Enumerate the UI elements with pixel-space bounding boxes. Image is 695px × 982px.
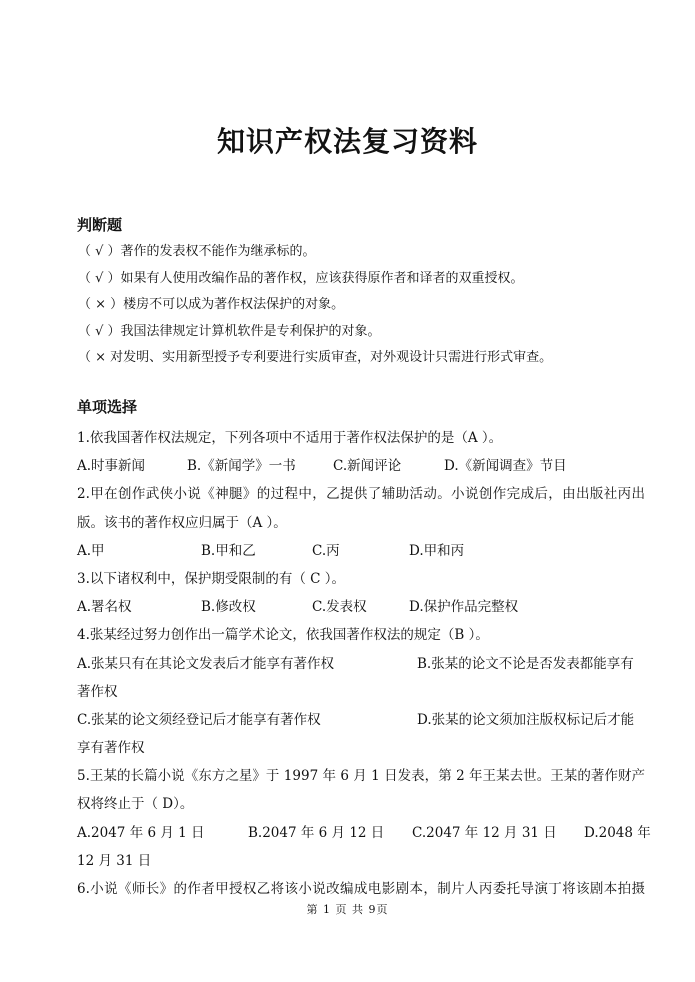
page-footer: 第 1 页 共 9页 xyxy=(306,903,389,916)
question-4-stem: 4.张某经过努力创作出一篇学术论文，依我国著作权法的规定（B ）。 xyxy=(77,627,489,644)
question-2-stem-line-1: 2.甲在创作武侠小说《神腿》的过程中，乙提供了辅助活动。小说创作完成后，由出版社丙出 xyxy=(77,486,645,503)
question-1-option-d: D.《新闻调查》节目 xyxy=(444,458,567,475)
question-1-stem: 1.依我国著作权法规定，下列各项中不适用于著作权法保护的是（A ）。 xyxy=(77,430,503,446)
question-3-option-b: B.修改权 xyxy=(201,599,256,616)
true-false-item: （ × 对发明、实用新型授予专利要进行实质审查，对外观设计只需进行形式审查。 xyxy=(78,350,553,365)
question-5-stem-line-2: 权将终止于（ D）。 xyxy=(77,796,194,813)
question-1-option-b: B.《新闻学》一书 xyxy=(187,458,296,475)
question-2-option-d: D.甲和丙 xyxy=(409,542,465,559)
question-5-stem-line-1: 5.王某的长篇小说《东方之星》于 1997 年 6 月 1 日发表，第 2 年王某去世。王某的著作财产 xyxy=(77,768,645,785)
question-2-options xyxy=(77,537,645,565)
question-4-option-d-continued: 享有著作权 xyxy=(77,740,145,757)
question-1-option-c: C.新闻评论 xyxy=(333,458,402,475)
question-5-option-c: C.2047 年 12 月 31 日 xyxy=(412,824,557,841)
question-5-option-d-continued: 12 月 31 日 xyxy=(77,852,152,869)
question-3-option-d: D.保护作品完整权 xyxy=(409,599,519,616)
question-6-stem-line-1: 6.小说《师长》的作者甲授权乙将该小说改编成电影剧本，制片人丙委托导演丁将该剧本拍摄 xyxy=(77,881,645,897)
question-4-options-cd xyxy=(77,706,645,734)
question-3-option-a: A.署名权 xyxy=(77,599,132,616)
question-4-options-ab xyxy=(77,650,645,678)
question-5-option-b: B.2047 年 6 月 12 日 xyxy=(248,824,385,841)
document-title: 知识产权法复习资料 xyxy=(216,125,478,158)
true-false-list xyxy=(78,239,658,372)
true-false-heading: 判断题 xyxy=(77,216,123,234)
true-false-item: （ √ ）如果有人使用改编作品的著作权，应该获得原作者和译者的双重授权。 xyxy=(78,270,524,286)
question-5-options xyxy=(77,819,651,847)
true-false-item: （ × ）楼房不可以成为著作权法保护的对象。 xyxy=(78,297,345,312)
question-5-option-d: D.2048 年 xyxy=(584,824,651,841)
question-1-options xyxy=(77,452,645,480)
question-4-option-b: B.张某的论文不论是否发表都能享有 xyxy=(417,655,634,672)
question-2-option-b: B.甲和乙 xyxy=(201,542,256,559)
true-false-item: （ √ ）著作的发表权不能作为继承标的。 xyxy=(78,244,316,259)
question-2-option-c: C.丙 xyxy=(312,542,340,559)
question-1-option-a: A.时事新闻 xyxy=(77,458,146,475)
single-choice-heading: 单项选择 xyxy=(77,398,138,416)
question-3-options xyxy=(77,593,645,621)
question-4-option-c: C.张某的论文须经登记后才能享有著作权 xyxy=(77,711,321,728)
question-4-option-b-continued: 著作权 xyxy=(77,683,118,700)
question-2-option-a: A.甲 xyxy=(77,542,105,559)
question-3-stem: 3.以下诸权利中，保护期受限制的有（ C ）。 xyxy=(77,570,346,587)
single-choice-questions xyxy=(77,424,651,903)
question-2-stem-line-2: 版。该书的著作权应归属于（A ）。 xyxy=(77,514,287,531)
true-false-item: （ √ ）我国法律规定计算机软件是专利保护的对象。 xyxy=(78,323,381,339)
question-5-option-a: A.2047 年 6 月 1 日 xyxy=(77,824,205,841)
question-3-option-c: C.发表权 xyxy=(312,599,367,616)
question-4-option-a: A.张某只有在其论文发表后才能享有著作权 xyxy=(77,655,335,672)
question-4-option-d: D.张某的论文须加注版权标记后才能 xyxy=(417,711,635,728)
